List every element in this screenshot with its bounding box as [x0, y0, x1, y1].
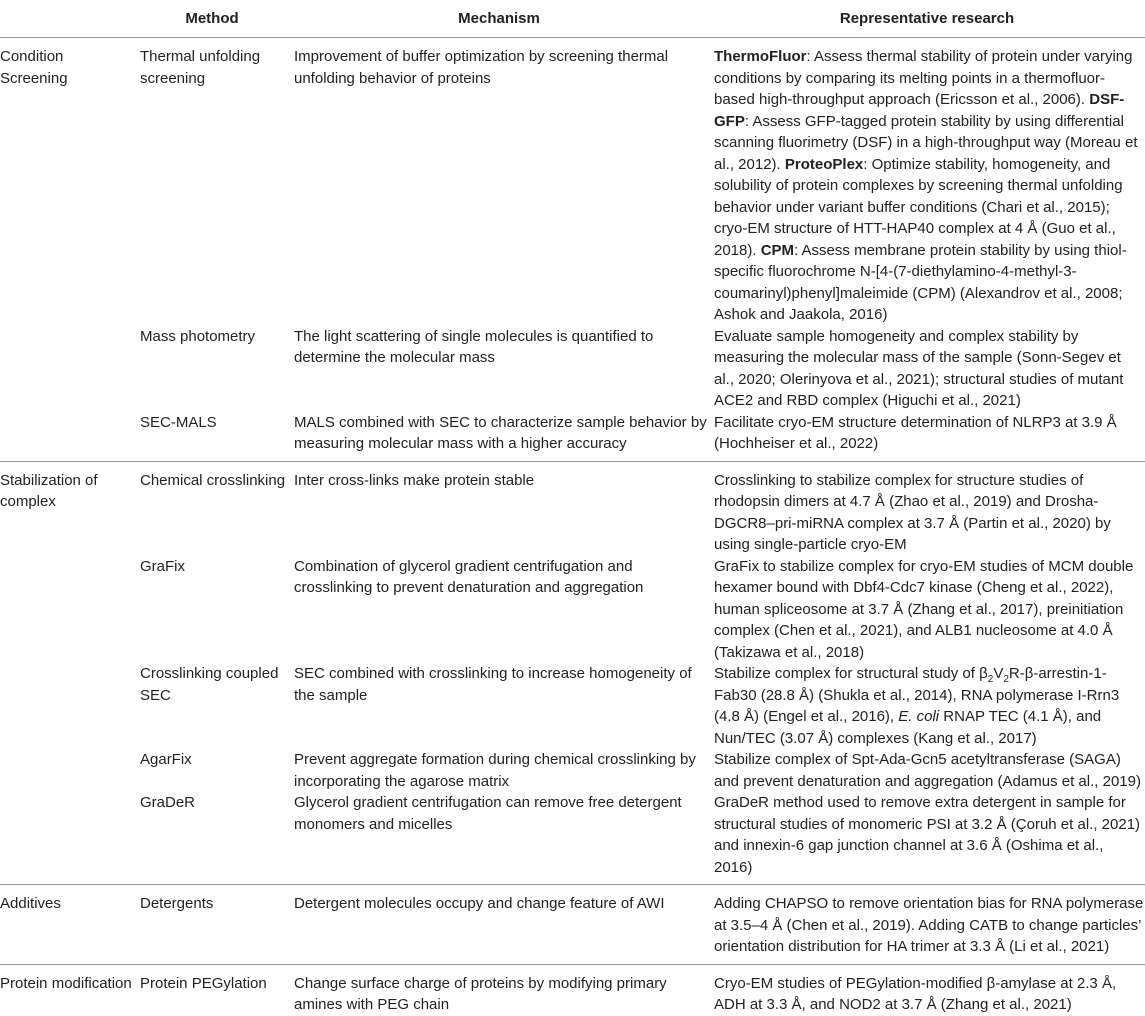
mechanism-cell: Combination of glycerol gradient centrifugation and crosslinking to prevent denaturation and aggregation: [294, 557, 644, 596]
category-cell: [0, 792, 135, 885]
table-row: [0, 885, 1145, 965]
research-cell: [709, 792, 1145, 885]
method-cell: Crosslinking coupled SEC: [140, 665, 279, 704]
category-cell: Stabilization of complex: [0, 471, 98, 510]
research-text: Evaluate sample homogeneity and complex stability by measuring the molecular mass of the sample (Sonn-Segev et al., 2020; Olerinyova et al., 2021); structural studies of mutant ACE2 and RBD complex (Higuchi et al., 2021): [714, 327, 1124, 409]
research-text: Stabilize complex of Spt-Ada-Gcn5 acetyltransferase (SAGA) and prevent denaturation and aggregation (Adamus et al., 2019): [714, 751, 1141, 790]
header-mechanism: Mechanism: [289, 0, 709, 38]
research-text: Adding CHAPSO to remove orientation bias for RNA polymerase at 3.5–4 Å (Chen et al., 2019). Adding CATB to change particles’ orientation distribution for HA trimer at 3.3 Å (Li et al., 2021): [714, 895, 1144, 955]
category-cell: [0, 749, 135, 792]
method-name: CPM: [760, 241, 795, 259]
mechanism-cell: Improvement of buffer optimization by screening thermal unfolding behavior of proteins: [294, 48, 669, 87]
method-cell: Chemical crosslinking: [140, 471, 286, 489]
research-text: Cryo-EM studies of PEGylation-modified β-amylase at 2.3 Å, ADH at 3.3 Å, and NOD2 at 3.7 Å (Zhang et al., 2021): [714, 974, 1117, 1013]
research-text: GraDeR method used to remove extra detergent in sample for structural studies of monomeric PSI at 3.2 Å (Çoruh et al., 2021) and innexin-6 gap junction channel at 3.6 Å (Oshima et al., 2016): [714, 794, 1141, 876]
subscript: 2: [987, 674, 994, 685]
category-cell: [0, 412, 135, 462]
category-cell: Protein modification: [0, 974, 132, 992]
research-cell: [709, 556, 1145, 664]
method-cell: GraFix: [140, 557, 185, 575]
method-cell: Mass photometry: [140, 327, 256, 345]
research-cell: [709, 38, 1145, 326]
research-text: : Assess thermal stability of protein under varying conditions by comparing its melting points in a thermofluor-based high-throughput approach (Ericsson et al., 2006).: [714, 48, 1133, 108]
research-text: : Assess GFP-tagged protein stability by using differential scanning fluorimetry (DSF) in a high-throughput way (Moreau et al., 2012).: [714, 112, 1138, 173]
research-cell: [709, 326, 1145, 412]
method-cell: Protein PEGylation: [140, 974, 267, 992]
header-method: Method: [135, 0, 289, 38]
method-cell: Detergents: [135, 885, 289, 965]
table-header-row: [0, 0, 1145, 38]
category-cell: [0, 326, 135, 412]
research-cell: [709, 749, 1145, 792]
mechanism-cell: Inter cross-links make protein stable: [294, 471, 535, 489]
research-text: Stabilize complex for structural study of β: [714, 665, 988, 682]
method-name: ThermoFluor: [714, 48, 807, 65]
research-text: GraFix to stabilize complex for cryo-EM studies of MCM double hexamer bound with Dbf4-Cdc7 kinase (Cheng et al., 2022), human spliceosome at 3.7 Å (Zhang et al., 2017), preinitiation complex (Chen et al., 2021), and ALB1 nucleosome at 4.0 Å (Takizawa et al., 2018): [714, 557, 1134, 661]
mechanism-cell: Detergent molecules occupy and change feature of AWI: [289, 885, 709, 965]
category-cell: Additives: [0, 885, 135, 965]
mechanism-cell: MALS combined with SEC to characterize sample behavior by measuring molecular mass with a higher accuracy: [289, 412, 709, 462]
table-row: [0, 964, 1145, 1016]
table-row: [0, 663, 1145, 749]
method-cell: AgarFix: [140, 751, 192, 768]
research-text: Facilitate cryo-EM structure determination of NLRP3 at 3.9 Å (Hochheiser et al., 2022): [714, 413, 1117, 452]
method-cell: SEC-MALS: [135, 412, 289, 462]
mechanism-cell: Prevent aggregate formation during chemical crosslinking by incorporating the agarose matrix: [294, 751, 696, 790]
table-row: [0, 326, 1145, 412]
research-cell: [709, 885, 1145, 965]
subscript: 2: [1003, 674, 1009, 685]
mechanism-cell: Glycerol gradient centrifugation can remove free detergent monomers and micelles: [289, 792, 709, 885]
table-row: [0, 749, 1145, 792]
header-research: Representative research: [709, 0, 1145, 38]
research-cell: [709, 663, 1145, 749]
mechanism-cell: Change surface charge of proteins by modifying primary amines with PEG chain: [294, 974, 667, 1013]
research-text: V: [993, 665, 1004, 682]
italic-text: E. coli: [898, 708, 940, 725]
research-cell: [709, 461, 1145, 556]
research-text: : Optimize stability, homogeneity, and solubility of protein complexes by screening thermal unfolding behavior under variant buffer conditions (Chari et al., 2015); cryo-EM structure of HTT-HAP40 complex at 4 Å (Guo et al., 2018).: [714, 155, 1123, 259]
method-cell: GraDeR: [135, 792, 289, 885]
method-cell: Thermal unfolding screening: [140, 48, 261, 87]
method-name: DSF-GFP: [714, 91, 1125, 130]
research-cell: [709, 412, 1145, 462]
research-text: RNAP TEC (4.1 Å), and Nun/TEC (3.07 Å) complexes (Kang et al., 2017): [714, 708, 1102, 747]
table-row: [0, 38, 1145, 326]
category-cell: Condition Screening: [0, 48, 68, 87]
header-category: [0, 0, 135, 38]
mechanism-cell: The light scattering of single molecules is quantified to determine the molecular mass: [294, 327, 654, 366]
research-text: Crosslinking to stabilize complex for structure studies of rhodopsin dimers at 4.7 Å (Zhao et al., 2019) and Drosha-DGCR8–pri-miRNA complex at 3.7 Å (Partin et al., 2020) by using single-particle cryo-EM: [714, 471, 1111, 553]
research-text: R-β-arrestin-1-Fab30 (28.8 Å) (Shukla et al., 2014), RNA polymerase I-Rrn3 (4.8 Å) (Engel et al., 2016),: [714, 665, 1120, 725]
category-cell: [0, 663, 135, 749]
category-cell: [0, 556, 135, 664]
research-cell: [709, 964, 1145, 1016]
research-text: : Assess membrane protein stability by using thiol-specific fluorochrome N-[4-(7-diethylamino-4-methyl-3-coumarinyl)phenyl]maleimide (CPM) (Alexandrov et al., 2008; Ashok and Jaakola, 2016): [714, 241, 1127, 323]
table-row: [0, 792, 1145, 885]
method-name: ProteoPlex: [784, 155, 864, 173]
table-row: [0, 556, 1145, 664]
mechanism-cell: SEC combined with crosslinking to increase homogeneity of the sample: [294, 665, 692, 704]
table-row: [0, 412, 1145, 462]
table-row: [0, 461, 1145, 556]
